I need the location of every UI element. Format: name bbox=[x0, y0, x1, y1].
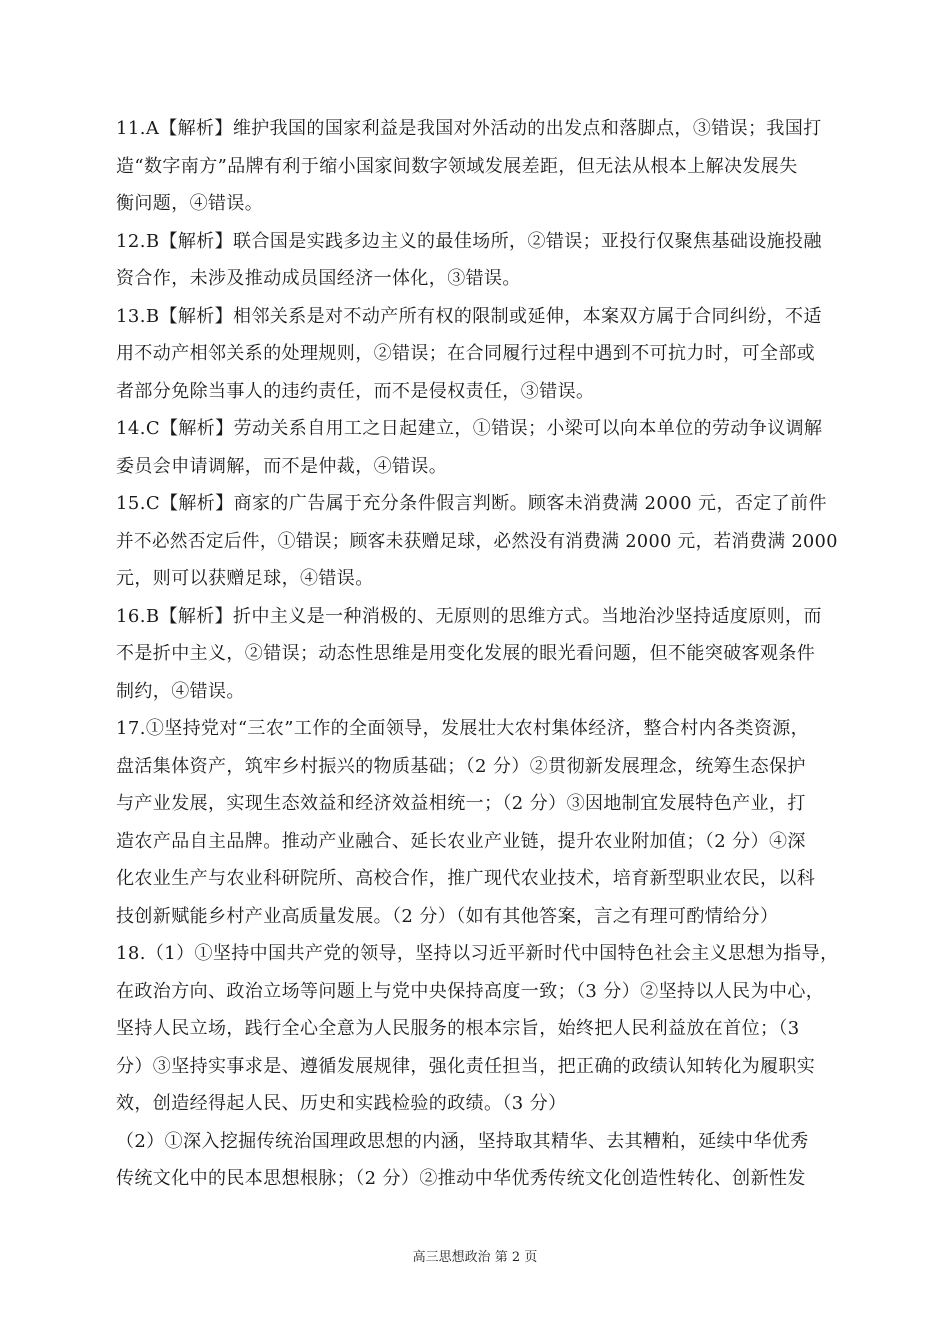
text-line: 资合作，未涉及推动成员国经济一体化，③错误。 bbox=[116, 268, 521, 289]
text-line: 传统文化中的民本思想根脉；（2 分）②推动中华优秀传统文化创造性转化、创新性发 bbox=[116, 1168, 806, 1189]
text-line: 在政治方向、政治立场等问题上与党中央保持高度一致；（3 分）②坚持以人民为中心， bbox=[116, 980, 825, 1002]
text-line: 造“数字南方”品牌有利于缩小国家间数字领域发展差距，但无法从根本上解决发展失 bbox=[116, 155, 798, 177]
text-line: 效，创造经得起人民、历史和实践检验的政绩。（3 分） bbox=[116, 1093, 567, 1114]
text-line: 制约，④错误。 bbox=[116, 680, 245, 702]
text-line: 造农产品自主品牌。推动产业融合、延长农业产业链，提升农业附加值；（2 分）④深 bbox=[116, 830, 806, 852]
text-line: 12.B【解析】联合国是实践多边主义的最佳场所，②错误；亚投行仅聚焦基础设施投融 bbox=[116, 230, 822, 252]
text-line: 18.（1）①坚持中国共产党的领导，坚持以习近平新时代中国特色社会主义思想为指导， bbox=[116, 943, 839, 964]
text-line: 11.A【解析】维护我国的国家利益是我国对外活动的出发点和落脚点，③错误；我国打 bbox=[116, 118, 822, 139]
text-line: 17.①坚持党对“三农”工作的全面领导，发展壮大农村集体经济，整合村内各类资源， bbox=[116, 718, 810, 739]
text-line: 16.B【解析】折中主义是一种消极的、无原则的思维方式。当地治沙坚持适度原则，而 bbox=[116, 605, 822, 627]
text-line: 委员会申请调解，而不是仲裁，④错误。 bbox=[116, 455, 448, 477]
text-line: 技创新赋能乡村产业高质量发展。（2 分）（如有其他答案，言之有理可酌情给分） bbox=[116, 905, 779, 927]
text-line: 与产业发展，实现生态效益和经济效益相统一；（2 分）③因地制宜发展特色产业，打 bbox=[116, 793, 806, 814]
text-line: 盘活集体资产，筑牢乡村振兴的物质基础；（2 分）②贯彻新发展理念，统筹生态保护 bbox=[116, 755, 806, 777]
text-line: 坚持人民立场，践行全心全意为人民服务的根本宗旨，始终把人民利益放在首位；（3 bbox=[116, 1018, 800, 1039]
text-line: 化农业生产与农业科研院所、高校合作，推广现代农业技术，培育新型职业农民，以科 bbox=[116, 868, 816, 889]
page-footer: 高三思想政治 第 2 页 bbox=[412, 1250, 538, 1265]
text-line: 13.B【解析】相邻关系是对不动产所有权的限制或延伸，本案双方属于合同纠纷，不适 bbox=[116, 305, 822, 327]
text-line: 15.C【解析】商家的广告属于充分条件假言判断。顾客未消费满 2000 元，否定了前件 bbox=[116, 493, 827, 514]
text-line: 并不必然否定后件，①错误；顾客未获赠足球，必然没有消费满 2000 元，若消费满 2000 bbox=[116, 530, 838, 552]
text-line: （2）①深入挖掘传统治国理政思想的内涵，坚持取其精华、去其糟粕，延续中华优秀 bbox=[116, 1130, 809, 1152]
text-line: 不是折中主义，②错误；动态性思维是用变化发展的眼光看问题，但不能突破客观条件 bbox=[116, 643, 816, 664]
text-line: 元，则可以获赠足球，④错误。 bbox=[116, 568, 374, 589]
text-line: 者部分免除当事人的违约责任，而不是侵权责任，③错误。 bbox=[116, 380, 595, 402]
text-line: 分）③坚持实事求是、遵循发展规律，强化责任担当，把正确的政绩认知转化为履职实 bbox=[116, 1055, 816, 1077]
text-line: 衡问题，④错误。 bbox=[116, 193, 264, 214]
text-line: 用不动产相邻关系的处理规则，②错误；在合同履行过程中遇到不可抗力时，可全部或 bbox=[116, 343, 816, 364]
text-line: 14.C【解析】劳动关系自用工之日起建立，①错误；小梁可以向本单位的劳动争议调解 bbox=[116, 418, 823, 439]
